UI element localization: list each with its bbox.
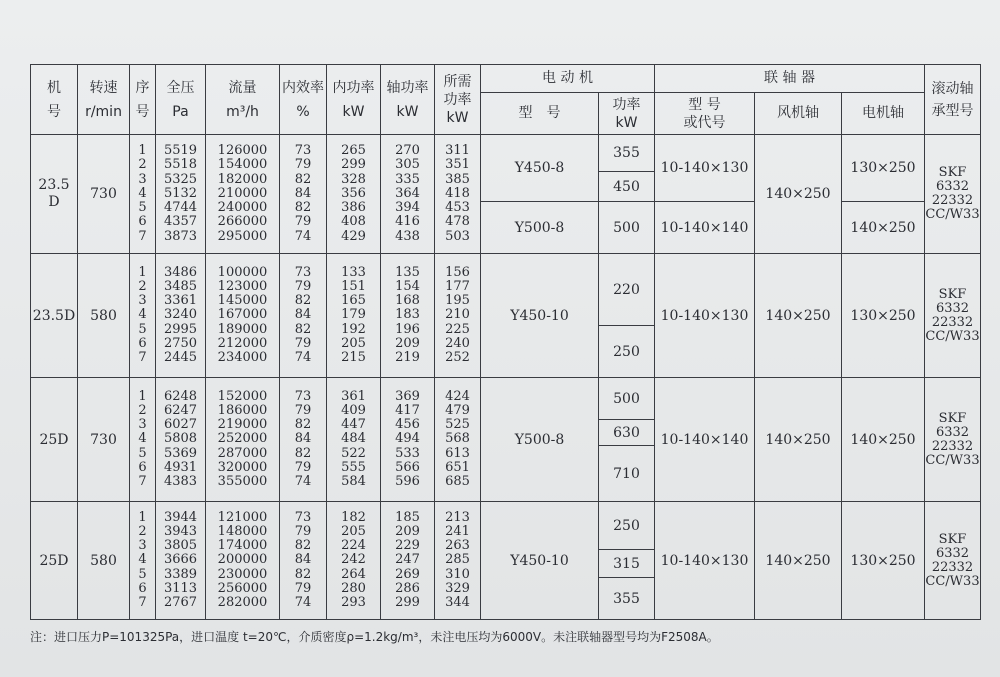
group3-fan-no: 25D (31, 378, 78, 502)
group4-fan-no: 25D (31, 502, 78, 620)
group2-bearing: SKF 6332 22332 CC/W33 (925, 254, 981, 378)
group3-motor-model: Y500-8 (481, 378, 599, 502)
group2-motor-shaft: 130×250 (842, 254, 925, 378)
group4-internal-power: 182 205 224 242 264 280 293 (327, 502, 381, 620)
header-coupling-model: 型 号 或代号 (655, 93, 755, 135)
group3-efficiency: 73 79 82 84 82 79 74 (280, 378, 327, 502)
group4-bearing: SKF 6332 22332 CC/W33 (925, 502, 981, 620)
group1-fan-no: 23.5 D (31, 135, 78, 254)
group1-efficiency: 73 79 82 84 82 79 74 (280, 135, 327, 254)
group1-flow: 126000 154000 182000 210000 240000 266000 295000 (206, 135, 280, 254)
header-fan-no: 机 号 (31, 65, 78, 135)
group1-internal-power: 265 299 328 356 386 408 429 (327, 135, 381, 254)
group1-motor1-power2: 450 (599, 172, 655, 202)
group2-motor-model: Y450-10 (481, 254, 599, 378)
group1-speed: 730 (78, 135, 130, 254)
group1-motor1-shaft: 130×250 (842, 135, 925, 202)
group3-flow: 152000 186000 219000 252000 287000 320000 355000 (206, 378, 280, 502)
group1-bearing: SKF 6332 22332 CC/W33 (925, 135, 981, 254)
group2-seq: 1 2 3 4 5 6 7 (130, 254, 156, 378)
header-flow: 流量 m³/h (206, 65, 280, 135)
group2-fan-no: 23.5D (31, 254, 78, 378)
group2-required-power: 156 177 195 210 225 240 252 (435, 254, 481, 378)
group1-motor2-model: Y500-8 (481, 202, 599, 254)
header-speed: 转速 r/min (78, 65, 130, 135)
header-motor-model: 型 号 (481, 93, 599, 135)
group4-speed: 580 (78, 502, 130, 620)
group2-fan-shaft: 140×250 (755, 254, 842, 378)
group3-shaft-power: 369 417 456 494 533 566 596 (381, 378, 435, 502)
group3-coupling: 10-140×140 (655, 378, 755, 502)
header-bearing: 滚动轴 承型号 (925, 65, 981, 135)
group2-flow: 100000 123000 145000 167000 189000 212000 234000 (206, 254, 280, 378)
group2-coupling: 10-140×130 (655, 254, 755, 378)
group1-motor2-shaft: 140×250 (842, 202, 925, 254)
group4-efficiency: 73 79 82 84 82 79 74 (280, 502, 327, 620)
header-motor-shaft: 电机轴 (842, 93, 925, 135)
group3-fan-shaft: 140×250 (755, 378, 842, 502)
group3-bearing: SKF 6332 22332 CC/W33 (925, 378, 981, 502)
group1-pressure: 5519 5518 5325 5132 4744 4357 3873 (156, 135, 206, 254)
group2-motor-power2: 250 (599, 326, 655, 378)
group2-speed: 580 (78, 254, 130, 378)
group4-motor-power1: 250 (599, 502, 655, 550)
footnote: 注：进口压力P=101325Pa，进口温度 t=20℃，介质密度ρ=1.2kg/m³，未注电压均为6000V。未注联轴器型号均为F2508A。 (30, 630, 719, 644)
header-total-pressure: 全压 Pa (156, 65, 206, 135)
fan-performance-table (30, 64, 981, 620)
group4-motor-power2: 315 (599, 550, 655, 578)
group4-motor-model: Y450-10 (481, 502, 599, 620)
group4-required-power: 213 241 263 285 310 329 344 (435, 502, 481, 620)
group1-fan-shaft: 140×250 (755, 135, 842, 254)
group1-motor2-power: 500 (599, 202, 655, 254)
group4-fan-shaft: 140×250 (755, 502, 842, 620)
group4-coupling: 10-140×130 (655, 502, 755, 620)
group3-motor-power2: 630 (599, 420, 655, 446)
group4-flow: 121000 148000 174000 200000 230000 256000 282000 (206, 502, 280, 620)
group1-motor2-coupling: 10-140×140 (655, 202, 755, 254)
group2-efficiency: 73 79 82 84 82 79 74 (280, 254, 327, 378)
group1-motor1-power1: 355 (599, 135, 655, 172)
group3-pressure: 6248 6247 6027 5808 5369 4931 4383 (156, 378, 206, 502)
group3-motor-shaft: 140×250 (842, 378, 925, 502)
group3-speed: 730 (78, 378, 130, 502)
group2-pressure: 3486 3485 3361 3240 2995 2750 2445 (156, 254, 206, 378)
group4-seq: 1 2 3 4 5 6 7 (130, 502, 156, 620)
group3-internal-power: 361 409 447 484 522 555 584 (327, 378, 381, 502)
group1-required-power: 311 351 385 418 453 478 503 (435, 135, 481, 254)
header-shaft-power: 轴功率 kW (381, 65, 435, 135)
group2-motor-power1: 220 (599, 254, 655, 326)
group3-required-power: 424 479 525 568 613 651 685 (435, 378, 481, 502)
header-internal-power: 内功率 kW (327, 65, 381, 135)
header-fan-shaft: 风机轴 (755, 93, 842, 135)
group4-shaft-power: 185 209 229 247 269 286 299 (381, 502, 435, 620)
group4-motor-power3: 355 (599, 578, 655, 620)
group1-shaft-power: 270 305 335 364 394 416 438 (381, 135, 435, 254)
group1-motor1-model: Y450-8 (481, 135, 599, 202)
header-coupling: 联 轴 器 (655, 65, 925, 93)
group3-seq: 1 2 3 4 5 6 7 (130, 378, 156, 502)
group2-shaft-power: 135 154 168 183 196 209 219 (381, 254, 435, 378)
group1-motor1-coupling: 10-140×130 (655, 135, 755, 202)
group2-internal-power: 133 151 165 179 192 205 215 (327, 254, 381, 378)
header-motor-power: 功率 kW (599, 93, 655, 135)
header-required-power: 所需 功率 kW (435, 65, 481, 135)
header-motor: 电 动 机 (481, 65, 655, 93)
group4-motor-shaft: 130×250 (842, 502, 925, 620)
group1-seq: 1 2 3 4 5 6 7 (130, 135, 156, 254)
header-internal-efficiency: 内效率 % (280, 65, 327, 135)
group3-motor-power3: 710 (599, 446, 655, 502)
header-seq: 序 号 (130, 65, 156, 135)
group3-motor-power1: 500 (599, 378, 655, 420)
group4-pressure: 3944 3943 3805 3666 3389 3113 2767 (156, 502, 206, 620)
